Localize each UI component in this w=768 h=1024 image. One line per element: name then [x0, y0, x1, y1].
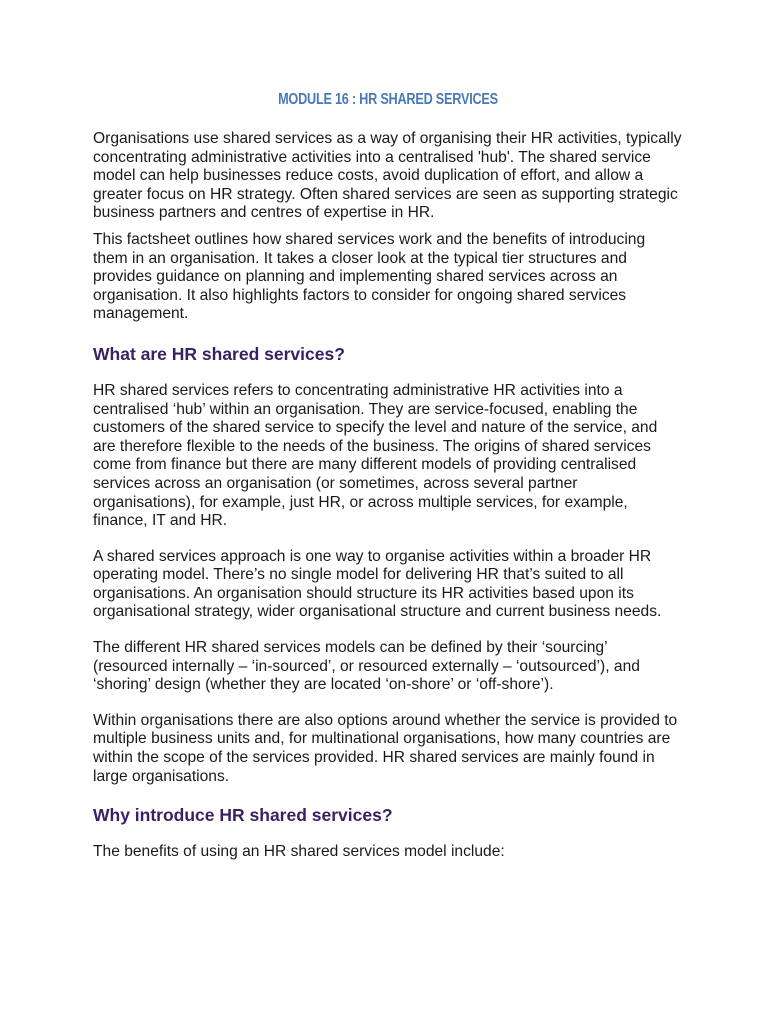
heading-what-are-hr-shared-services: What are HR shared services? [93, 343, 345, 364]
heading-why-introduce-hr-shared-services: Why introduce HR shared services? [93, 805, 393, 826]
document-page [93, 88, 683, 862]
intro-paragraph-1: Organisations use shared services as a way of organising their HR activities, typically concentrating administrative activities into a centralised 'hub'. The shared service model can help businesses reduce costs, avoid duplication of effort, and allow a greater focus on HR strategy. Often shared services are seen as supporting strategic business partners and centres of expertise in HR. [93, 130, 682, 222]
what-paragraph-3: The different HR shared services models can be defined by their ‘sourcing’ (resourced internally – ‘in-sourced’, or resourced externally – ‘outsourced’), and ‘shoring’ design (whether they are located ‘on-shore’ or ‘off-shore’). [93, 639, 640, 694]
what-paragraph-1: HR shared services refers to concentrating administrative HR activities into a centralised ‘hub’ within an organisation. They are service-focused, enabling the customers of the shared service to specify the level and nature of the service, and are therefore flexible to the needs of the business. The origins of shared services come from finance but there are many different models of providing centralised services across an organisation (or sometimes, across several partner organisations), for example, just HR, or across multiple services, for example, finance, IT and HR. [93, 381, 658, 530]
what-paragraph-4: Within organisations there are also options around whether the service is provided to multiple business units and, for multinational organisations, how many countries are within the scope of the services provided. HR shared services are mainly found in large organisations. [93, 711, 678, 785]
module-title: MODULE 16 : HR SHARED SERVICES [278, 91, 498, 108]
intro-paragraph-2: This factsheet outlines how shared services work and the benefits of introducing them in an organisation. It takes a closer look at the typical tier structures and provides guidance on planning and implementing shared services across an organisation. It also highlights factors to consider for ongoing shared services management. [93, 230, 646, 323]
what-paragraph-2: A shared services approach is one way to organise activities within a broader HR operating model. There’s no single model for delivering HR that’s suited to all organisations. An organisation should structure its HR activities based upon its organisational strategy, wider organisational structure and current business needs. [93, 547, 662, 621]
why-paragraph-1: The benefits of using an HR shared services model include: [93, 843, 505, 861]
